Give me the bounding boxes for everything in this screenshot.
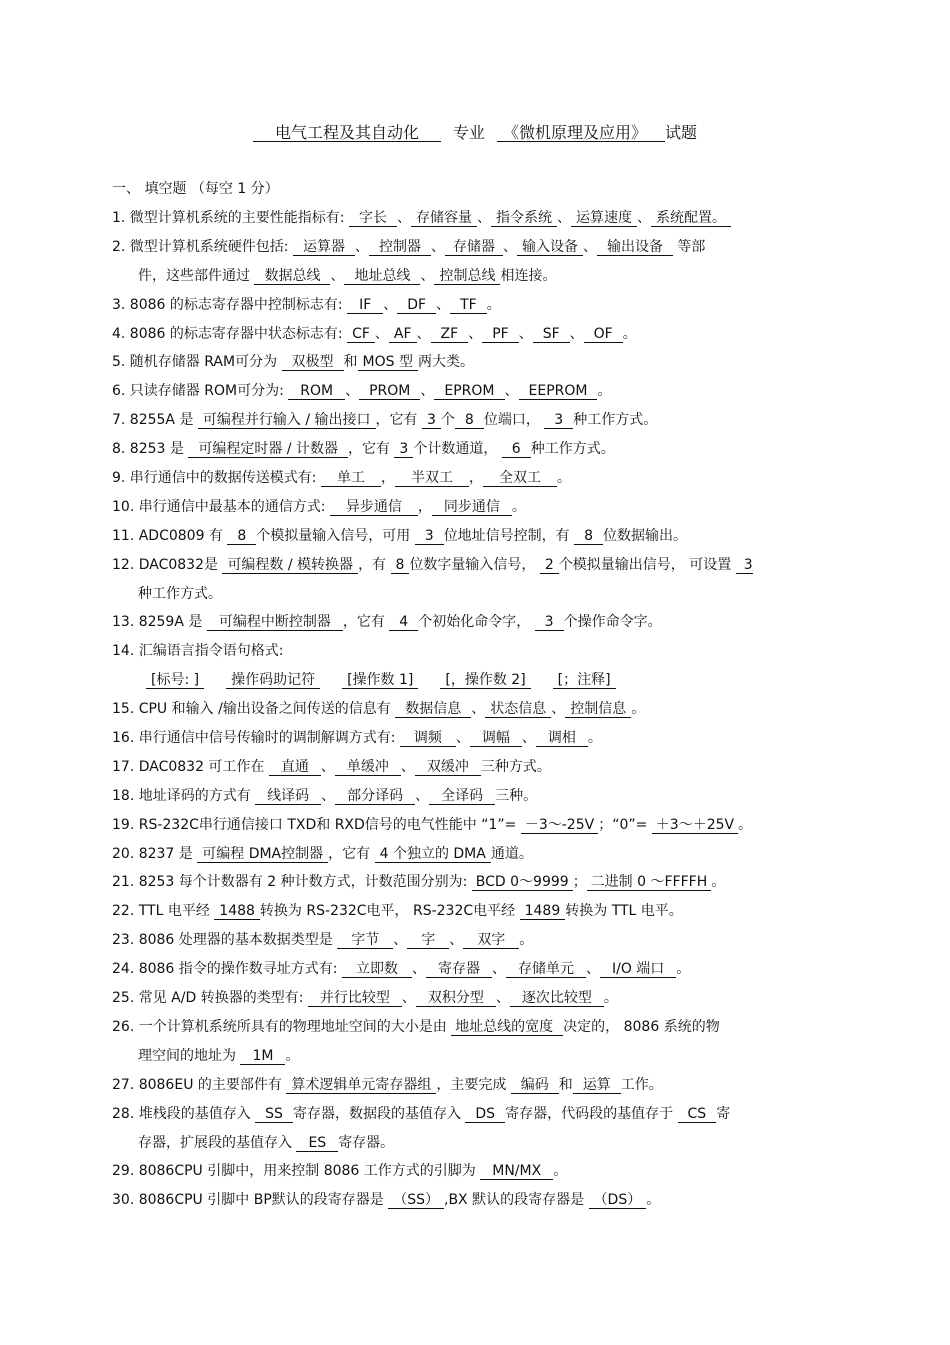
answer-blank: 线译码 (255, 788, 321, 805)
answer-blank: 存储单元 (506, 961, 586, 978)
answer-blank: 字 (407, 932, 449, 949)
question-text: 。 (553, 1163, 568, 1180)
answer-blank: 双极型 (282, 354, 344, 371)
answer-blank: 直通 (269, 759, 321, 776)
question-text: 寄 (716, 1105, 731, 1122)
question-text: 。 (646, 1192, 661, 1209)
question-text: 件，这些部件通过 (138, 267, 255, 284)
answer-blank: 8 (455, 412, 484, 429)
answer-blank: 输入设备 (517, 239, 583, 256)
question-29 (112, 1161, 842, 1190)
question-text: ，它有 (375, 412, 422, 429)
question-3 (112, 295, 842, 324)
answer-blank: CS (678, 1106, 717, 1123)
question-text: 、 (636, 210, 651, 226)
question-text: 、 (354, 238, 369, 255)
answer-blank: 3 (394, 441, 413, 458)
question-2-cont (112, 266, 842, 295)
question-text: ， (380, 470, 395, 487)
answer-blank: 可编程定时器 / 计数器 (188, 441, 348, 458)
answer-blank: SS (255, 1106, 293, 1123)
answer-blank: 单工 (321, 470, 381, 487)
answer-blank: 控制信息 (565, 701, 631, 718)
question-12 (112, 555, 842, 584)
question-text: 14. 汇编语言指令语句格式: (112, 643, 284, 660)
answer-blank: （DS） (589, 1192, 647, 1209)
question-text: 存器，扩展段的基值存入 (138, 1134, 297, 1151)
question-text: 个计数通道， (413, 441, 502, 458)
answer-blank: EEPROM (519, 383, 598, 400)
answer-blank: 3 (422, 412, 441, 429)
question-text: 、 (345, 383, 360, 400)
question-11 (112, 526, 842, 555)
answer-blank: 算术逻辑单元寄存器组 (286, 1077, 436, 1094)
answer-blank: 立即数 (342, 961, 412, 978)
question-4 (112, 324, 842, 353)
question-text: 。 (711, 874, 726, 891)
question-text: 11. ADC0809 有 (112, 527, 228, 544)
question-text: 24. 8086 指令的操作数寻址方式有: (112, 961, 342, 978)
question-25 (112, 988, 842, 1017)
answer-blank: SF (533, 326, 570, 343)
question-text: 21. 8253 每个计数器有 2 种计数方式，计数范围分别为: (112, 874, 472, 891)
question-text: 决定的， 8086 系统的物 (563, 1018, 720, 1035)
answer-blank: ES (296, 1135, 338, 1152)
question-text: 、 (330, 267, 345, 284)
answer-blank: DF (397, 297, 436, 314)
answer-blank: 异步通信 (330, 499, 418, 516)
format-operand-2: [，操作数 2] (440, 672, 530, 689)
question-text: 。 (738, 816, 753, 833)
answer-blank: 双字 (463, 932, 519, 949)
answer-blank: I/O 端口 (600, 961, 676, 978)
question-text: 、 (556, 210, 571, 226)
answer-blank: 部分译码 (335, 788, 415, 805)
question-text: 22. TTL 电平经 (112, 903, 215, 920)
question-text: 、 (420, 383, 435, 400)
answer-blank: 单缓冲 (335, 759, 401, 776)
question-text: 。 (631, 701, 646, 718)
question-text: 12. DAC0832是 (112, 556, 223, 573)
answer-blank: 地址总线 (344, 268, 420, 285)
question-text: 7. 8255A 是 (112, 412, 198, 429)
answer-blank: 并行比较型 (308, 990, 402, 1007)
question-text: 种工作方式。 (138, 585, 222, 602)
question-text: 、 (504, 383, 519, 400)
question-text: 、 (396, 210, 411, 226)
question-text: 18. 地址译码的方式有 (112, 787, 256, 804)
question-text: 转换为 RS-232C电平， RS-232C电平经 (259, 903, 520, 920)
question-text: 6. 只读存储器 ROM可分为: (112, 383, 289, 400)
answer-blank: 1489 (520, 903, 566, 920)
question-text: ， (468, 470, 483, 487)
question-text: ，有 (358, 556, 391, 573)
question-15 (112, 699, 842, 728)
question-text: 、 (495, 990, 510, 1007)
answer-blank: 4 (389, 614, 418, 631)
question-text: 、 (411, 961, 426, 978)
question-text: 、 (582, 238, 597, 255)
question-14-format (112, 670, 842, 699)
answer-blank: 调频 (400, 730, 456, 747)
question-28 (112, 1104, 842, 1133)
answer-blank: 输出设备 (597, 239, 673, 256)
answer-blank: 地址总线的宽度 (451, 1019, 563, 1036)
question-21 (112, 872, 842, 901)
question-18 (112, 786, 842, 815)
format-label: [标号: ] (146, 672, 204, 689)
answer-blank: 控制总线 (434, 268, 500, 285)
question-text: 。 (587, 730, 602, 747)
question-text: 、 (420, 267, 435, 284)
answer-blank: 数据信息 (395, 701, 471, 718)
question-text: 16. 串行通信中信号传输时的调制解调方式有: (112, 730, 400, 747)
answer-blank: 3 (544, 412, 573, 429)
question-7 (112, 410, 842, 439)
answer-blank: 双缓冲 (415, 759, 481, 776)
question-text: 、 (436, 296, 451, 313)
answer-blank: 可编程数 / 模转换器 (222, 557, 358, 574)
answer-blank: 可编程 DMA控制器 (197, 846, 328, 863)
question-6 (112, 381, 842, 410)
question-text: 工作。 (620, 1076, 663, 1093)
answer-blank: 控制器 (369, 239, 431, 256)
question-text: 、 (585, 961, 600, 978)
question-text: 相连接。 (500, 267, 557, 284)
question-26-cont (112, 1046, 842, 1075)
question-text: 3. 8086 的标志寄存器中控制标志有: (112, 296, 348, 313)
question-text: ，主要完成 (436, 1076, 511, 1093)
format-comment: [；注释] (553, 672, 616, 689)
question-8 (112, 439, 842, 468)
question-text: 28. 堆栈段的基值存入 (112, 1105, 256, 1122)
answer-blank: 字长 (349, 210, 397, 227)
answer-blank: 3 (535, 614, 564, 631)
question-text: 和 (558, 1076, 573, 1093)
question-1 (112, 208, 842, 237)
question-text: 、 (476, 210, 491, 226)
answer-blank: 4 个独立的 DMA (375, 846, 491, 863)
answer-blank: 二进制 0 ～FFFFH (587, 874, 712, 891)
answer-blank: 系统配置。 (651, 210, 731, 227)
question-text: 27. 8086EU 的主要部件有 (112, 1076, 287, 1093)
answer-blank: 双积分型 (416, 990, 496, 1007)
question-text: 等部 (672, 238, 706, 255)
question-text: ，它有 (347, 441, 395, 458)
answer-blank: 指令系统 (491, 210, 557, 227)
question-16 (112, 728, 842, 757)
question-text: 29. 8086CPU 引脚中，用来控制 8086 工作方式的引脚为 (112, 1163, 481, 1180)
question-text: 。 (511, 498, 526, 515)
answer-blank: 字节 (337, 932, 393, 949)
question-text: 、 (502, 238, 517, 255)
question-text: 。 (486, 296, 501, 313)
answer-blank: 调幅 (470, 730, 522, 747)
question-text: 和 (343, 354, 358, 371)
question-14 (112, 641, 842, 670)
question-13 (112, 612, 842, 641)
answer-blank: CF (347, 326, 375, 343)
question-text: 、 (321, 787, 336, 804)
answer-blank: 1488 (214, 903, 260, 920)
answer-blank: 可编程并行输入 / 输出接口 (198, 412, 376, 429)
answer-blank: AF (389, 326, 417, 343)
question-text: 5. 随机存储器 RAM可分为 (112, 354, 282, 371)
answer-blank: 半双工 (395, 470, 469, 487)
course-blank: 《微机原理及应用》 (497, 125, 665, 142)
answer-blank: 3 (415, 528, 444, 545)
question-24 (112, 959, 842, 988)
question-text: 、 (468, 325, 483, 342)
answer-blank: 全双工 (483, 470, 557, 487)
question-text: 8. 8253 是 (112, 441, 189, 458)
question-10 (112, 497, 842, 526)
question-12-cont (112, 584, 842, 613)
exam-title (0, 120, 950, 143)
question-text: 。 (676, 961, 691, 978)
question-text: ； (572, 874, 587, 891)
question-text: 26. 一个计算机系统所具有的物理地址空间的大小是由 (112, 1018, 452, 1035)
question-text: 、 (455, 730, 470, 747)
question-text: 个 (440, 412, 455, 429)
question-text: 20. 8237 是 (112, 845, 198, 862)
answer-blank: ＋3～＋25V (652, 817, 738, 834)
answer-blank: EPROM (434, 383, 504, 400)
question-text: 。 (556, 470, 571, 487)
question-text: ， (417, 498, 432, 515)
question-text: 位数字量输入信号， (409, 556, 540, 573)
question-text: 、 (430, 238, 445, 255)
question-text: ；“0”= (598, 816, 652, 833)
answer-blank: 同步通信 (432, 499, 512, 516)
question-23 (112, 930, 842, 959)
answer-blank: TF (450, 297, 487, 314)
answer-blank: 8 (574, 528, 603, 545)
question-22 (112, 901, 842, 930)
answer-blank: 状态信息 (485, 701, 551, 718)
question-text: 9. 串行通信中的数据传送模式有: (112, 470, 321, 487)
answer-blank: 存储容量 (411, 210, 477, 227)
answer-blank: 存储器 (445, 239, 503, 256)
question-text: 转换为 TTL 电平。 (565, 903, 683, 920)
answer-blank: OF (584, 326, 623, 343)
question-text: 三种。 (495, 787, 538, 804)
question-text: 、 (551, 701, 566, 718)
question-text: 。 (603, 990, 618, 1007)
answer-blank: 6 (502, 441, 531, 458)
question-text: 个模拟量输出信号， 可设置 (558, 556, 736, 573)
answer-blank: ROM (288, 383, 345, 400)
question-text: 25. 常见 A/D 转换器的类型有: (112, 990, 308, 1007)
question-text: 、 (393, 932, 408, 949)
question-text: 4. 8086 的标志寄存器中状态标志有: (112, 325, 348, 342)
answer-blank: 运算器 (293, 239, 355, 256)
question-text: ,BX 默认的段寄存器是 (444, 1192, 589, 1209)
answer-blank: －3～-25V (521, 817, 598, 834)
answer-blank: MN/MX (480, 1163, 553, 1180)
question-19 (112, 815, 842, 844)
question-text: 寄存器，数据段的基值存入 (292, 1105, 466, 1122)
question-text: 、 (383, 296, 398, 313)
answer-blank: 2 (540, 557, 559, 574)
answer-blank: IF (347, 297, 383, 314)
question-text: 、 (415, 787, 430, 804)
answer-blank: MOS 型 (358, 354, 418, 371)
section-heading: 一、 填空题 （每空 1 分） (112, 181, 279, 197)
question-text: 位数据输出。 (603, 527, 688, 544)
major-blank: 电气工程及其自动化 (253, 125, 441, 142)
question-text: 1. 微型计算机系统的主要性能指标有: (112, 210, 349, 226)
major-suffix: 专业 (452, 123, 485, 142)
question-text: 19. RS-232C串行通信接口 TXD和 RXD信号的电气性能中 “1”= (112, 816, 521, 833)
answer-blank: 可编程中断控制器 (207, 614, 343, 631)
question-text: 、 (518, 325, 533, 342)
question-text: ，它有 (328, 845, 375, 862)
title-suffix: 试题 (665, 123, 698, 142)
answer-blank: 3 (736, 557, 753, 574)
question-text: 。 (597, 383, 612, 400)
question-list (112, 208, 842, 1219)
answer-blank: 寄存器 (426, 961, 492, 978)
answer-blank: 调相 (536, 730, 588, 747)
question-text: 13. 8259A 是 (112, 614, 207, 631)
question-text: 个模拟量输入信号，可用 (256, 527, 415, 544)
answer-blank: 8 (227, 528, 256, 545)
question-text: 、 (320, 758, 335, 775)
answer-blank: 8 (391, 557, 410, 574)
question-27 (112, 1075, 842, 1104)
question-17 (112, 757, 842, 786)
question-text: 寄存器，代码段的基值存于 (505, 1105, 678, 1122)
question-9 (112, 468, 842, 497)
question-30 (112, 1190, 842, 1219)
answer-blank: PROM (359, 383, 420, 400)
answer-blank: 全译码 (429, 788, 495, 805)
answer-blank: DS (465, 1106, 505, 1123)
answer-blank: （SS） (388, 1192, 444, 1209)
question-text: 个操作命令字。 (563, 614, 662, 631)
question-text: 23. 8086 处理器的基本数据类型是 (112, 932, 338, 949)
question-2 (112, 237, 842, 266)
question-text: 两大类。 (417, 354, 474, 371)
format-operand-1: [操作数 1] (342, 672, 418, 689)
question-text: 、 (521, 730, 536, 747)
question-text: 种工作方式。 (573, 412, 658, 429)
question-5 (112, 352, 842, 381)
question-text: 通道。 (490, 845, 533, 862)
question-text: 15. CPU 和输入 /输出设备之间传送的信息有 (112, 701, 396, 718)
question-26 (112, 1017, 842, 1046)
question-text: 10. 串行通信中最基本的通信方式: (112, 498, 330, 515)
question-text: 、 (449, 932, 464, 949)
question-text: 、 (401, 990, 416, 1007)
question-text: 2. 微型计算机系统硬件包括: (112, 238, 293, 255)
question-text: 。 (622, 325, 637, 342)
answer-blank: 编码 (511, 1077, 559, 1094)
answer-blank: 数据总线 (254, 268, 330, 285)
format-opcode: 操作码助记符 (226, 672, 320, 689)
question-text: 、 (416, 325, 431, 342)
question-text: 30. 8086CPU 引脚中 BP默认的段寄存器是 (112, 1192, 389, 1209)
question-text: 三种方式。 (480, 758, 551, 775)
question-text: 、 (491, 961, 506, 978)
question-text: 理空间的地址为 (138, 1047, 241, 1064)
question-text: 、 (400, 758, 415, 775)
question-text: 、 (569, 325, 584, 342)
question-text: 位端口， (483, 412, 545, 429)
answer-blank: PF (482, 326, 519, 343)
question-20 (112, 844, 842, 873)
question-text: 、 (471, 701, 486, 718)
answer-blank: 运算速度 (571, 210, 637, 227)
answer-blank: BCD 0～9999 (472, 874, 573, 891)
question-text: 寄存器。 (338, 1134, 395, 1151)
question-28-cont (112, 1133, 842, 1162)
question-text: 17. DAC0832 可工作在 (112, 758, 269, 775)
answer-blank: 运算 (573, 1077, 621, 1094)
answer-blank: 1M (240, 1048, 285, 1065)
question-text: ，它有 (342, 614, 390, 631)
answer-blank: ZF (431, 326, 469, 343)
question-text: 位地址信号控制，有 (443, 527, 575, 544)
question-text: 。 (285, 1047, 300, 1064)
question-text: 、 (374, 325, 389, 342)
question-text: 种工作方式。 (530, 441, 615, 458)
question-text: 。 (519, 932, 534, 949)
answer-blank: 逐次比较型 (510, 990, 604, 1007)
question-text: 个初始化命令字， (418, 614, 535, 631)
